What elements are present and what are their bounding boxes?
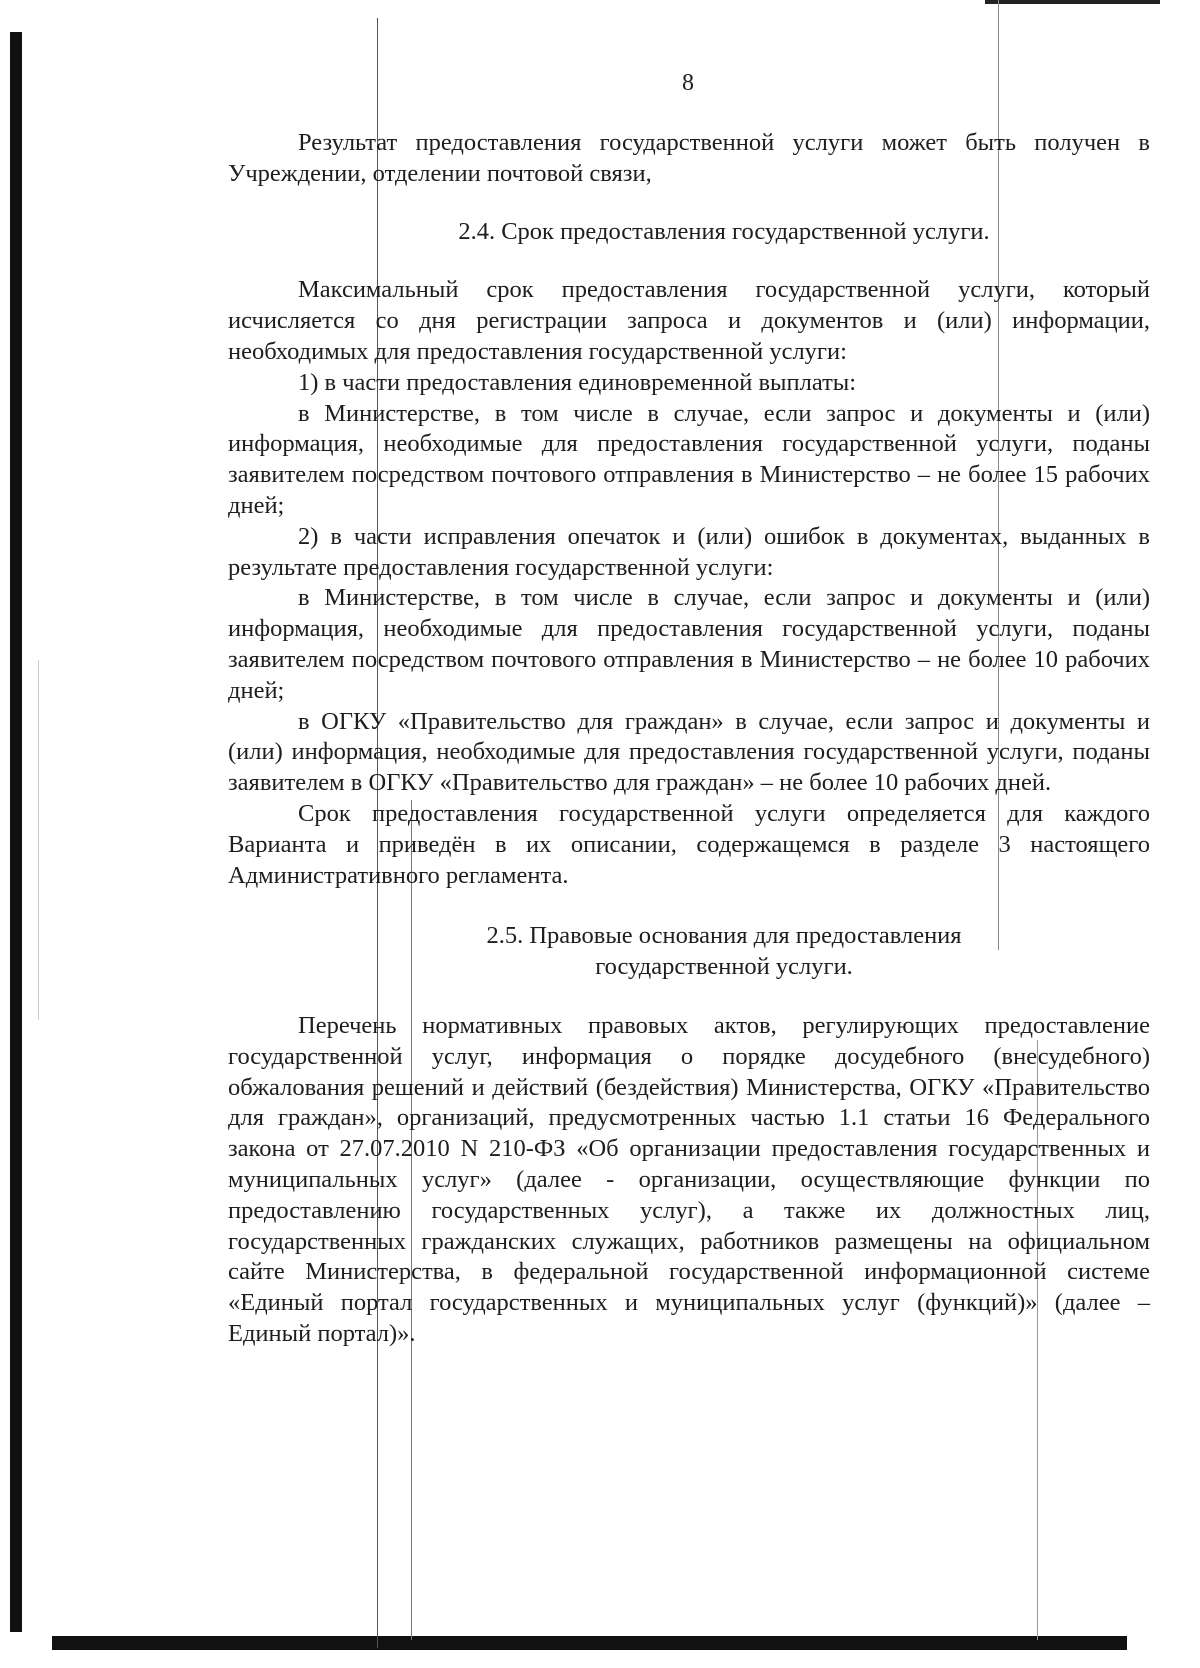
document-body xyxy=(228,128,1150,1350)
scan-edge-bottom xyxy=(52,1636,1127,1650)
paragraph: Срок предоставления государственной услуги определяется для каждого Варианта и приведён в их описании, содержащемся в разделе 3 настоящего Административного регламента. xyxy=(228,799,1150,889)
paragraph: в Министерстве, в том числе в случае, если запрос и документы и (или) информация, необходимые для предоставления государственной услуги, поданы заявителем посредством почтового отправления в Министерство – не более 10 рабочих дней; xyxy=(228,584,1150,704)
paragraph: Максимальный срок предоставления государственной услуги, который исчисляется со дня регистрации запроса и документов и (или) информации, необходимых для предоставления государственной услуги: xyxy=(228,276,1150,365)
paragraph: в ОГКУ «Правительство для граждан» в случае, если запрос и документы и (или) информация, необходимые для предоставления государственной услуги, поданы заявителем в ОГКУ «Правительство для граждан» – не более 10 рабочих дней. xyxy=(228,707,1150,797)
paragraph: в Министерстве, в том числе в случае, если запрос и документы и (или) информация, необходимые для предоставления государственной услуги, поданы заявителем посредством почтового отправления в Министерство – не более 15 рабочих дней; xyxy=(228,399,1150,519)
scan-edge-top xyxy=(985,0,1160,4)
section-heading-line: 2.5. Правовые основания для предоставления xyxy=(486,922,962,950)
section-heading-line: государственной услуги. xyxy=(595,953,853,981)
page-number: 8 xyxy=(682,70,694,96)
paragraph: Результат предоставления государственной услуги может быть получен в Учреждении, отделении почтовой связи, xyxy=(228,129,1150,187)
section-heading xyxy=(228,921,1150,983)
paragraph: 1) в части предоставления единовременной выплаты: xyxy=(298,368,857,396)
scan-edge-left xyxy=(10,32,22,1632)
paragraph: Перечень нормативных правовых актов, регулирующих предоставление государственной услуг, информация о порядке досудебного (внесудебного) обжалования решений и действий (бездействия) Министерства, ОГКУ «Правительство для граждан», организаций, предусмотренных частью 1.1 статьи 16 Федерального закона от 27.07.2010 N 210-ФЗ «Об организации предоставления государственных и муниципальных услуг» (далее - организации, осуществляющие функции по предоставлению государственных услуг), а также их должностных лиц, государственных гражданских служащих, работников размещены на официальном сайте Министерства, в федеральной государственной информационной системе «Единый портал государственных и муниципальных услуг (функций)» (далее – Единый портал)». xyxy=(228,1011,1150,1347)
paragraph: 2) в части исправления опечаток и (или) ошибок в документах, выданных в результате предоставления государственной услуги: xyxy=(228,522,1150,581)
section-heading: 2.4. Срок предоставления государственной услуги. xyxy=(458,217,990,245)
fold-line xyxy=(38,660,39,1020)
